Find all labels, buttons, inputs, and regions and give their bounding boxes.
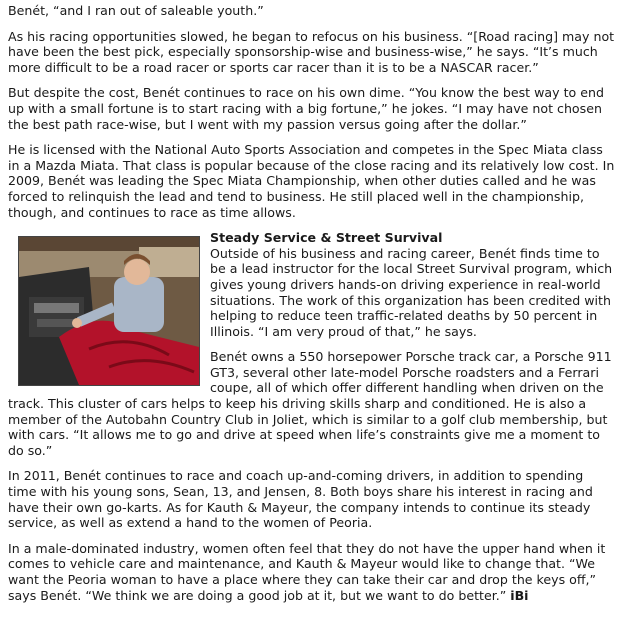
paragraph-porsche: Benét owns a 550 horsepower Porsche track car, a Porsche 911 GT3, several other late-model Porsche roadsters and a Ferrari coupe, all of which offer different handling when driven on the track. This cluster of cars helps to keep his driving skills sharp and conditioned. He is also a member of the Autobahn Country Club in Joliet, which is similar to a golf club membership, but with cars. “It allows me to go and drive at speed when life’s constraints give me a moment to do so.” — [8, 349, 612, 458]
paragraph-2011: In 2011, Benét continues to race and coach up-and-coming drivers, in addition to spending time with his young sons, Sean, 13, and Jensen, 8. Both boys share his interest in racing and have their own go-karts. As for Kauth & Mayeur, the company intends to continue its steady service, as well as extend a hand to the women of Peoria. — [8, 468, 593, 531]
mechanic-photo — [18, 236, 200, 386]
paragraph-women — [8, 541, 615, 603]
paragraph-racing-opportunities: As his racing opportunities slowed, he began to refocus on his business. “[Road racing] may not have been the best pick, especially sponsorship-wise and business-wise,” he says. “It’s much more difficult to be a road racer or sports car racer than it is to be a NASCAR racer.” — [8, 28, 615, 75]
mechanic-engine-photo-icon — [19, 237, 199, 385]
paragraph-intro: Benét, “and I ran out of saleable youth.” — [8, 3, 264, 18]
section-heading: Steady Service & Street Survival — [210, 230, 443, 246]
paragraph-racing-cost: But despite the cost, Benét continues to race on his own dime. “You know the best way to end up with a small fortune is to start racing with a big fortune,” he jokes. “I may have not chosen the best path race-wise, but I went with my passion versus going after the dollar.” — [8, 85, 604, 132]
signature-ibi: iBi — [510, 587, 529, 603]
paragraph-street-survival: Outside of his business and racing career, Benét finds time to be a lead instructor for the local Street Survival program, which gives young drivers hands-on driving experience in real-world situations. The work of this organization has been credited with helping to reduce teen traffic-related deaths by 50 percent in Illinois. “I am very proud of that,” he says. — [210, 245, 613, 339]
street-survival-section — [8, 230, 615, 468]
paragraph-women-text: In a male-dominated industry, women often feel that they do not have the upper hand when it comes to vehicle care and maintenance, and Kauth & Mayeur would like to change that. “We want the Peoria woman to have a place where they can take their car and drop the keys off,” says Benét. “We think we are doing a good job at it, but we want to do better.” — [8, 540, 606, 603]
paragraph-license: He is licensed with the National Auto Sports Association and competes in the Spec Miata class in a Mazda Miata. That class is popular because of the close racing and its relatively low cost. In 2009, Benét was leading the Spec Miata Championship, when other duties called and he was forced to relinquish the lead and tend to business. He still placed well in the championship, though, and continues to race as time allows. — [8, 142, 615, 220]
